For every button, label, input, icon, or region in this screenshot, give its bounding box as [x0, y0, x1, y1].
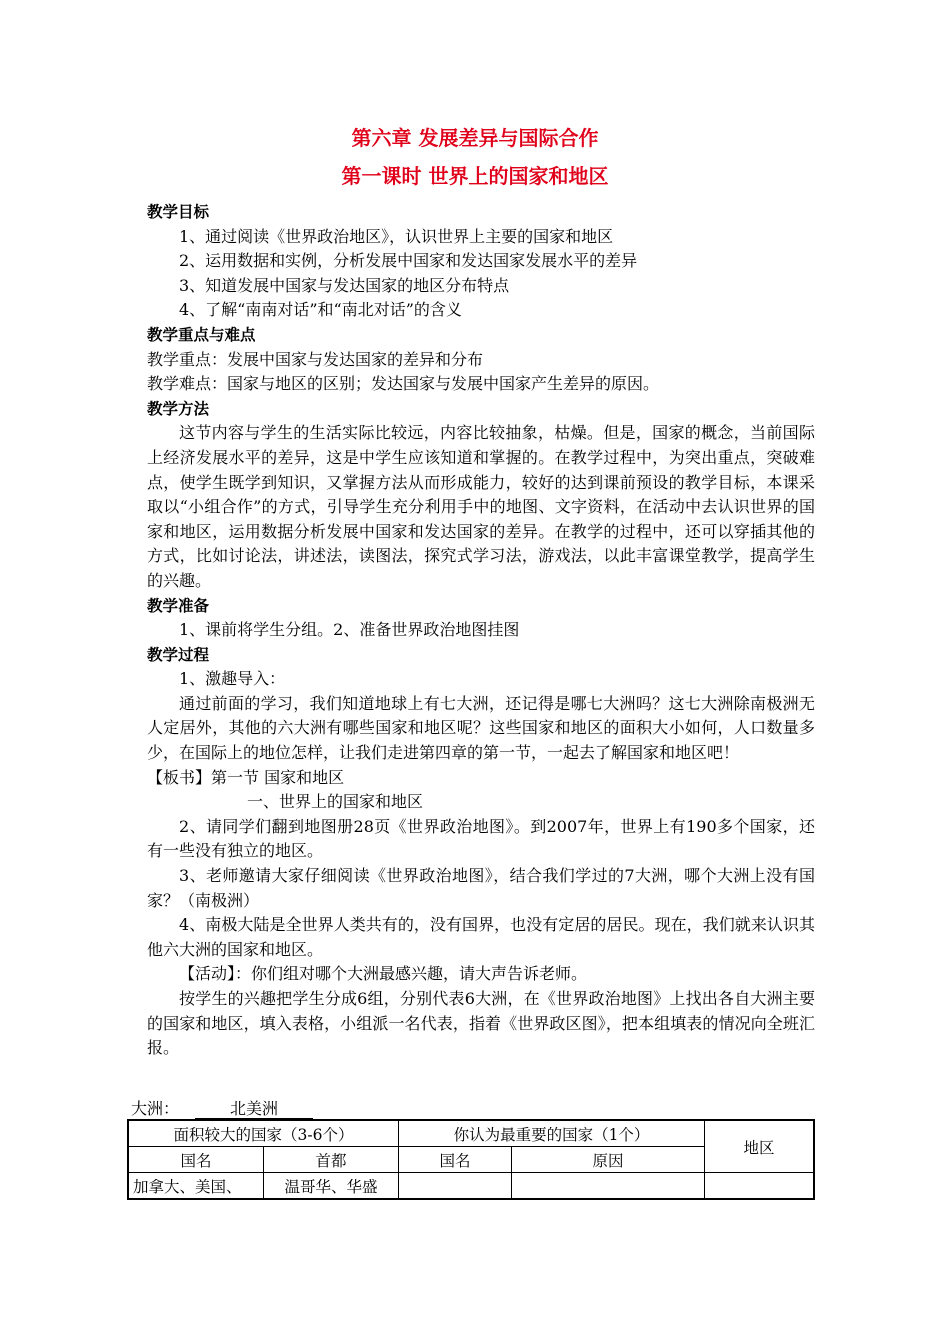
- table-cell: [512, 1173, 705, 1200]
- lesson-title: 第一课时 世界上的国家和地区: [341, 164, 609, 188]
- header-region: 地区: [705, 1120, 815, 1173]
- process-heading: 教学过程: [147, 645, 210, 664]
- goal-item: 4、了解“南南对话”和“南北对话”的含义: [179, 300, 462, 320]
- table-cell: 加拿大、美国、: [128, 1173, 264, 1200]
- table-header-row: [128, 1120, 814, 1147]
- method-paragraph: 这节内容与学生的生活实际比较远，内容比较抽象，枯燥。但是，国家的概念，当前国际上经济发展水平的差异，这是中学生应该知道和掌握的。在教学过程中，为突出重点，突破难点，使学生既学到知识，又掌握方法从而形成能力，较好的达到课前预设的教学目标，本课采取以“小组合作”的方式，引导学生充分利用手中的地图、文字资料，在活动中去认识世界的国家和地区，运用数据分析发展中国家和发达国家的差异。在教学的过程中，还可以穿插其他的方式，比如讨论法，讲述法，读图法，探究式学习法，游戏法，以此丰富课堂教学，提高学生的兴趣。: [147, 423, 815, 590]
- board-subtitle: 一、世界上的国家和地区: [247, 792, 424, 812]
- board-note: 【板书】第一节 国家和地区: [147, 767, 345, 787]
- table-cell: [705, 1173, 815, 1200]
- header-important-country: 你认为最重要的国家（1个）: [399, 1120, 705, 1147]
- subheader-country-name: 国名: [128, 1147, 264, 1173]
- activity-note: 【活动】：你们组对哪个大洲最感兴趣，请大声告诉老师。: [179, 964, 588, 984]
- process-step4: 4、南极大陆是全世界人类共有的，没有国界，也没有定居的居民。现在，我们就来认识其他六大洲的国家和地区。: [147, 915, 815, 959]
- prep-heading: 教学准备: [147, 596, 210, 615]
- prep-text: 1、课前将学生分组。2、准备世界政治地图挂图: [179, 620, 520, 640]
- focus-key: 教学重点：发展中国家与发达国家的差异和分布: [147, 349, 484, 369]
- grouping-text: 按学生的兴趣把学生分成6组，分别代表6大洲，在《世界政治地图》上找出各自大洲主要的国家和地区，填入表格，小组派一名代表，指着《世界政区图》，把本组填表的情况向全班汇报。: [147, 989, 815, 1058]
- goal-item: 3、知道发展中国家与发达国家的地区分布特点: [179, 275, 510, 295]
- subheader-country-name-2: 国名: [399, 1147, 512, 1173]
- process-intro: 通过前面的学习，我们知道地球上有七大洲，还记得是哪七大洲吗？这七大洲除南极洲无人定居外，其他的六大洲有哪些国家和地区呢？这些国家和地区的面积大小如何，人口数量多少，在国际上的地位怎样，让我们走进第四章的第一节，一起去了解国家和地区吧！: [147, 693, 815, 763]
- goal-item: 1、通过阅读《世界政治地区》，认识世界上主要的国家和地区: [179, 226, 614, 246]
- goal-item: 2、运用数据和实例，分析发展中国家和发达国家发展水平的差异: [179, 251, 638, 271]
- document-body: [147, 200, 815, 1061]
- table-row: [128, 1173, 814, 1200]
- process-step3: 3、老师邀请大家仔细阅读《世界政治地图》，结合我们学过的7大洲，哪个大洲上没有国家？（南极洲）: [147, 866, 815, 910]
- continent-label: 大洲：: [131, 1099, 180, 1118]
- table-cell: 温哥华、华盛: [264, 1173, 399, 1200]
- continent-value: 北美洲: [195, 1100, 313, 1119]
- method-heading: 教学方法: [147, 399, 210, 418]
- process-step1: 1、激趣导入：: [179, 669, 286, 689]
- goals-heading: 教学目标: [147, 203, 210, 221]
- subheader-capital: 首都: [264, 1147, 399, 1173]
- focus-difficult: 教学难点：国家与地区的区别；发达国家与发展中国家产生差异的原因。: [147, 374, 660, 394]
- process-step2: 2、请同学们翻到地图册28页《世界政治地图》。到2007年，世界上有190多个国家，还有一些没有独立的地区。: [147, 816, 815, 861]
- header-large-countries: 面积较大的国家（3-6个）: [128, 1120, 399, 1147]
- subheader-reason: 原因: [512, 1147, 705, 1173]
- table-cell: [399, 1173, 512, 1200]
- focus-heading: 教学重点与难点: [147, 325, 256, 344]
- chapter-title: 第六章 发展差异与国际合作: [351, 126, 599, 150]
- countries-table: [127, 1119, 815, 1200]
- continent-line: [131, 1096, 313, 1119]
